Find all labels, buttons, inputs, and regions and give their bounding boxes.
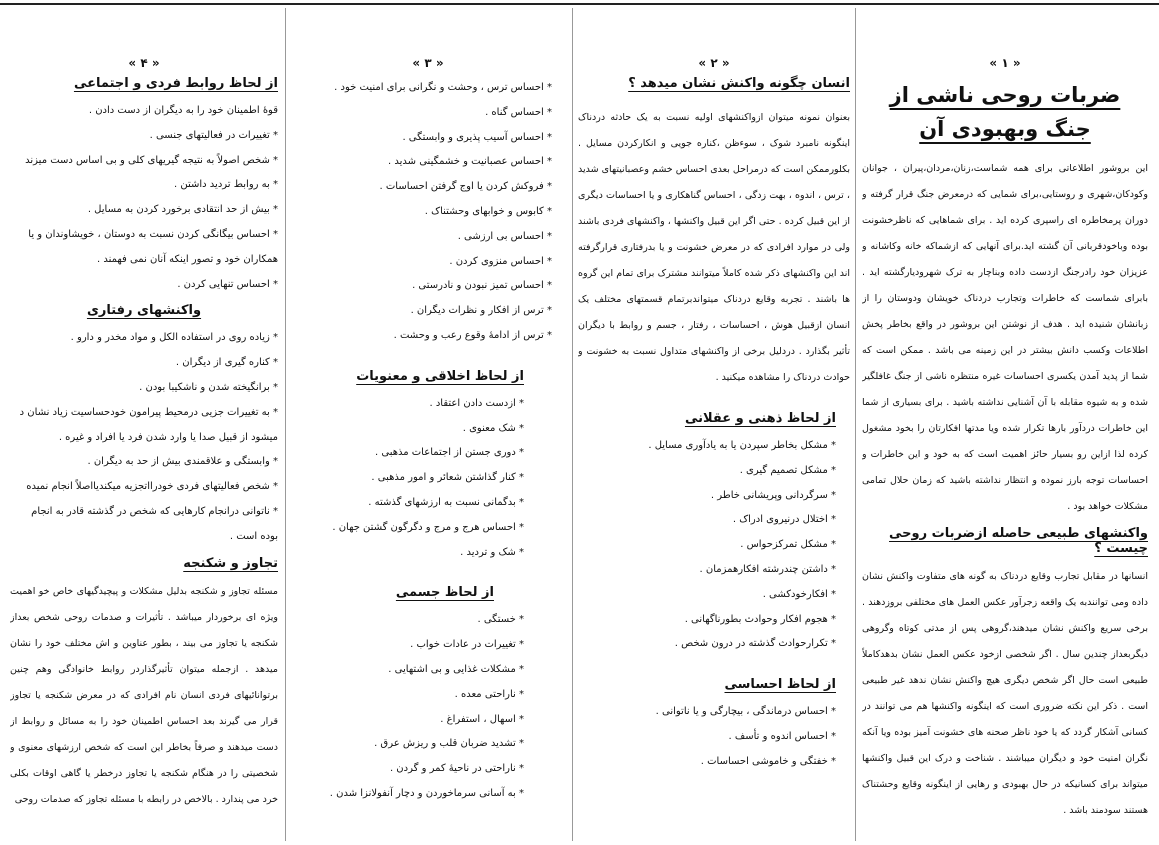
list-item: * تغییرات در عادات خواب . <box>410 639 524 651</box>
title-line-1: ضربات روحی ناشی از <box>889 83 1121 107</box>
list-item: * به تغییرات جزیی درمحیط پیرامون خودحساسیت زیاد نشان د <box>19 406 278 418</box>
symptom-list <box>292 392 524 566</box>
list-item: * احساس عصبانیت و خشمگینی شدید . <box>388 156 552 168</box>
list-item: همکاران خود و تصور اینکه آنان نمی فهمند . <box>96 253 278 265</box>
list-item: * مشکل تصمیم گیری . <box>739 464 836 476</box>
list-item: * احساس گناه . <box>485 106 552 118</box>
symptom-list <box>578 700 836 774</box>
list-item: * مشکل بخاطر سپردن یا به یادآوری مسایل . <box>648 440 836 451</box>
title-line-2: جنگ وبهبودی آن <box>919 117 1091 141</box>
list-item: * احساس درماندگی ، بیچارگی و یا ناتوانی . <box>655 706 836 718</box>
list-item: میشود از قبیل صدا یا وارد شدن فرد یا افراد و غیره . <box>58 431 278 443</box>
list-item: * شخص اصولاً به نتیجه گیریهای کلی و بی اساس دست میزند <box>25 154 278 166</box>
list-item: * تکرارحوادث گذشته در درون شخص . <box>674 638 836 650</box>
list-item: * دوری جستن از اجتماعات مذهبی . <box>375 447 524 459</box>
list-item: * زیاده روی در استفاده الکل و مواد مخدر و دارو . <box>70 332 278 344</box>
list-item: * افکارخودکشی . <box>762 588 836 600</box>
list-item: * تغییرات در فعالیتهای جنسی . <box>149 129 278 141</box>
section-heading: از لحاظ روابط فردی و اجتماعی <box>73 76 278 91</box>
list-item: * احساس بیگانگی کردن نسبت به دوستان ، خویشاوندان و یا <box>28 228 278 240</box>
list-item: * شخص فعالیتهای فردی خودرااتجزیه میکندیااصلاً انجام نمیده <box>26 481 278 493</box>
list-item: * احساس هرج و مرج و دگرگون گشتن جهان . <box>332 521 524 533</box>
list-item: * ترس از افکار و نظرات دیگران . <box>410 305 552 317</box>
list-item: بوده است . <box>229 530 278 542</box>
list-item: * شک معنوی . <box>462 422 524 434</box>
list-item: * مشکلات غذایی و بی اشتهایی . <box>388 663 524 675</box>
column-divider <box>285 8 286 841</box>
list-item: * احساس ترس ، وحشت و نگرانی برای امنیت خود . <box>334 82 552 93</box>
list-item: * احساس اندوه و تأسف . <box>728 730 836 742</box>
section-heading: از لحاظ احساسی <box>724 677 836 693</box>
page-column-4 <box>10 52 278 842</box>
section-heading: تجاوز و شکنجه <box>183 555 278 571</box>
section-heading: واکنشهای رفتاری <box>86 303 202 319</box>
list-item: * اسهال ، استفراغ . <box>440 713 524 725</box>
list-item: * داشتن چندرشته افکارهمزمان . <box>699 563 836 575</box>
list-item: * به آسانی سرماخوردن و دچار آنفولانزا شدن . <box>329 787 524 799</box>
body-paragraph: مسئله تجاوز و شکنجه بدلیل مشکلات و پیچیدگیهای خاص خو اهمیت ویژه ای برخوردار میباشد . تأثیرات و صدمات روحی شخص بعداز شکنجه یا تجاوز می بیند ، بطور عناوین و اش مختلف خود را نشان میدهد . ازجمله میتوان تأثیرگذاردر روابط خانوادگی وهم چنین برتوانائیهای فردی انسان نام افرادی که در معرض شکنجه یا تجاوز قرار می گیرند بعد احساس اطمینان خود را به مسائل و روابط از دست میدهند و صرفاً بخاطر این است که شخص ارزشهای معنوی و شخصیتی را در هنگام شکنجه یا تجاوز درخطر یا گاهی اوقات بکلی خرد می پندارد . بالاخص در رابطه با مسئله تجاوز که صدمات روحی <box>10 585 278 805</box>
list-item: * شک و تردید . <box>460 546 524 558</box>
section-heading: از لحاظ ذهنی و عقلانی <box>684 411 836 426</box>
list-item: * برانگیخته شدن و ناشکیبا بودن . <box>139 381 278 393</box>
list-item: * به روابط تردید داشتن . <box>174 179 278 191</box>
list-item: * کابوس و خوابهای وحشتناک . <box>424 205 552 217</box>
page-column-1 <box>862 52 1148 842</box>
list-item: * احساس منزوی کردن . <box>449 255 552 267</box>
list-item: * کنار گذاشتن شعائر و امور مذهبی . <box>371 472 524 484</box>
list-item: * احساس تنهایی کردن . <box>177 278 278 290</box>
intro-paragraph: این بروشور اطلاعاتی برای همه شماست،زنان،مردان،پیران ، جوانان وکودکان،شهری و روستایی،برای شمایی که درمعرض جنگ قرار گرفته و دوران پرمخاطره ای راسپری کرده اید . برای شماهایی که ناظرخشونت بوده وباخودقربانی آن گشته اید.برای آنهایی که ازشماکه خانه وکاشانه و عزیزان خود رادرجنگ ازدست داده وبناچار به ترک شهروديارگشته اید . بابرای شماست که خاطرات وتجارب دردناک خویشان ودوستان را از زبانشان شنیده اید . هدف از نوشتن این بروشور در واقع بخاطر پخش اطلاعات وکسب دانش بیشتر در این زمینه می باشد . ممکن است که شما از پدید آمدن یکسری احساسات غیره منتظره ناشی از جنگ غافلگیر شده و به شیوه مقابله با آن آشنایی نداشته باشید . برای بسیاری از شما این خاطرات دردآور بارها تکرار شده ویا مدتها افکارتان را بخود مشغول کرده لذا ازاین رو بسیار حائز اهمیت است که به خود و این خاطرات و احساسات توجه بارز نموده و انتظار نداشته باشید که زمان حلال تمامی مشکلات خواهد بود . <box>862 163 1148 512</box>
list-item: * ناراحتی در ناحیهٔ کمر و گردن . <box>389 763 524 775</box>
page-number: « ۲ » <box>698 56 730 70</box>
symptom-list <box>292 608 524 806</box>
list-item: قوهٔ اطمینان خود را به دیگران از دست دادن . <box>88 105 278 116</box>
list-item: * ناتوانی درانجام کارهایی که شخص در گذشته قادر به انجام <box>31 505 278 517</box>
page-number: « ۴ » <box>128 56 160 70</box>
list-item: * بیش از حد انتقادی برخورد کردن به مسایل . <box>87 204 278 216</box>
list-item: * کناره گیری از دیگران . <box>175 357 278 369</box>
section-heading: از لحاظ جسمی <box>395 585 494 601</box>
symptom-list <box>578 434 836 657</box>
column-divider <box>572 8 573 841</box>
list-item: * خستگی . <box>477 614 524 626</box>
symptom-list <box>10 99 278 297</box>
list-item: * اختلال درنیروی ادراک . <box>732 514 836 526</box>
page-column-3 <box>292 52 564 842</box>
list-item: * ناراحتی معده . <box>454 688 524 700</box>
list-item: * فروکش کردن یا اوج گرفتن احساسات . <box>379 181 552 193</box>
list-item: * سرگردانی وپریشانی خاطر . <box>710 489 836 501</box>
page-number: « ۳ » <box>412 56 444 70</box>
list-item: * وابستگی و علاقمندی بیش از حد به دیگران . <box>87 456 278 468</box>
body-paragraph: انسانها در مقابل تجارب وقایع دردناک به گونه های متفاوت واکنش نشان داده ومی توانندبه یک واقعه زجرآور عکس العمل های مختلفی بروزدهند . برخی سریع واکنش نشان میدهند،گروهی پس از مدتی کوتاه وگروهی دیگربعداز چندین سال . اگر شخصی ازخود عکس العمل نشان بدهدکاملاً طبیعی است حال اگر شخص دیگری هیچ واکنش نشان ندهد غیر طبیعی است . ذکر این نکته ضروری است که اینگونه واکنشها هم می توانند در کسانی آشکار گردد که یا خود ناظر صحنه های خشونت آمیز بوده ویا آنکه نگران امنیت خود و دیگران میباشند . شناخت و درک این قبیل واکنشها میتواند برای کسانیکه در حال بهبودی و رهایی از اینگونه وقایع وحشتناک هستند سودمند باشد . <box>862 571 1148 816</box>
top-border-line <box>0 3 1159 5</box>
list-item: * تشدید ضربان قلب و ریزش عرق . <box>374 738 524 750</box>
list-item: * احساس تمیز نبودن و نادرستی . <box>412 280 552 292</box>
body-paragraph: بعنوان نمونه میتوان ازواکنشهای اولیه نسبت به یک حادثه دردناک اینگونه نامبرد شوک ، سوءظن ،کناره جویی و انکارکردن مسایل . بکلورممکن است که درمراحل بعدی احساس خشم وعصبانیتهای شدید ، ترس ، اندوه ، بهت زدگی ، احساس گناهکاری و یا احساسات دیگری از این قبیل کرده . حتی اگر این قبیل واکنشها ، واکنشهای فردی باشند ولی در موارد افرادی که در معرض خشونت و یا بدرفتاری قرارگرفته اند این واکنشهای ذکر شده کاملاً میتوانند مشترک برای تمام این گروه ها باشند . تجربه وقایع دردناک میتواندبرتمام قسمتهای مختلف یک انسان ازقبیل هوش ، احساسات ، رفتار ، جسم و روابط با دیگران تأثیر بگذارد . دردلیل برخی از واکنشهای متداول نسبت به خشونت و حوادث دردناک را مشاهده میکنید . <box>578 112 850 383</box>
list-item: * بدگمانی نسبت به ارزشهای گذشته . <box>368 496 524 508</box>
symptom-list <box>10 326 278 549</box>
section-heading: انسان چگونه واکنش نشان میدهد ؟ <box>628 76 850 91</box>
symptom-list <box>292 76 552 349</box>
list-item: * احساس آسیب پذیری و وابستگی . <box>402 131 552 143</box>
page-title <box>862 78 1148 146</box>
section-heading: از لحاظ اخلاقی و معنویات <box>356 368 524 384</box>
page-column-2 <box>578 52 850 842</box>
list-item: * هجوم افکار وحوادث بطورناگهانی . <box>684 613 836 625</box>
section-heading: واکنشهای طبیعی حاصله ازضربات روحی چیست ؟ <box>889 526 1148 556</box>
column-divider <box>855 8 856 841</box>
list-item: * ترس از ادامهٔ وقوع رعب و وحشت . <box>393 329 552 341</box>
list-item: * ازدست دادن اعتقاد . <box>429 397 524 409</box>
list-item: * احساس بی ارزشی . <box>457 230 552 242</box>
list-item: * مشکل تمرکزحواس . <box>740 539 836 551</box>
page-number: « ۱ » <box>989 56 1021 70</box>
list-item: * خفتگی و خاموشی احساسات . <box>700 755 836 767</box>
